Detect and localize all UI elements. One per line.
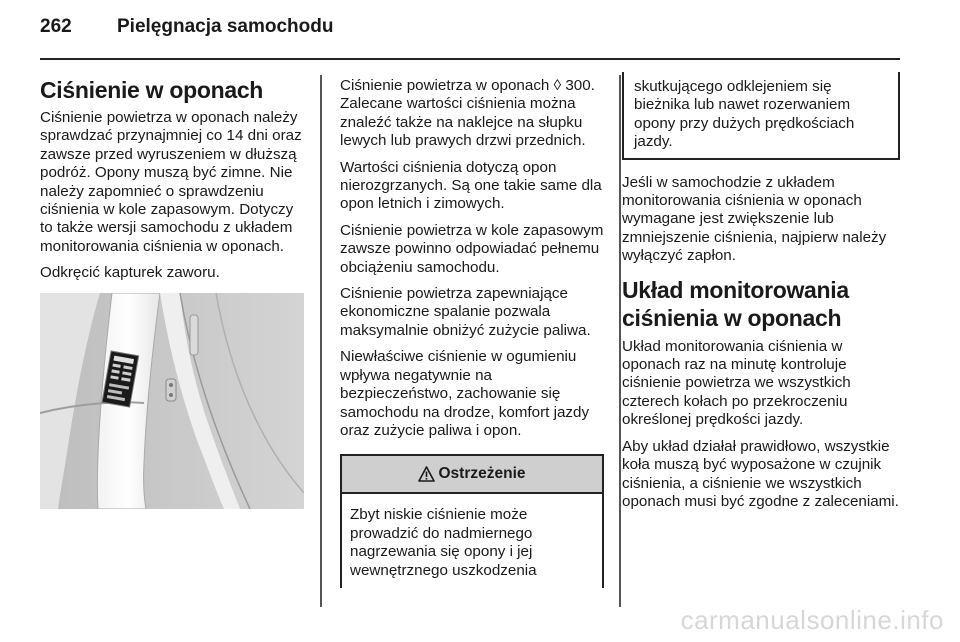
paragraph: Wartości ciśnienia dotyczą opon nierozgrzanych. Są one takie same dla opon letnich i zimowych.	[340, 158, 602, 213]
warning-triangle-icon	[418, 466, 435, 482]
warning-box	[340, 454, 604, 588]
paragraph: Ciśnienie powietrza w oponach ◊ 300. Zalecane wartości ciśnienia można znaleźć także na naklejce na słupku lewych lub prawych drzwi przednich.	[340, 77, 595, 150]
paragraph: Ciśnienie powietrza w oponach należy sprawdzać przynajmniej co 14 dni oraz zawsze przed wyruszeniem w dłuższą podróż. Opony muszą być zimne. Nie należy zapomnieć o sprawdzeniu ciśnienia w kole zapasowym. Dotyczy to także wersji samochodu z układem monitorowania ciśnienia w oponach.	[40, 109, 302, 255]
column-2	[340, 77, 604, 588]
door-pillar-illustration	[40, 293, 304, 509]
column-1	[40, 77, 304, 509]
column-divider-2	[619, 75, 621, 607]
section-heading-tyre-pressure: Ciśnienie w oponach	[40, 77, 264, 103]
warning-title: Ostrzeżenie	[438, 465, 526, 483]
tyre-pressure-label-illustration	[40, 293, 304, 509]
column-3	[622, 77, 900, 519]
column-divider-1	[320, 75, 322, 607]
paragraph: Jeśli w samochodzie z układem monitorowania ciśnienia w oponach wymagane jest zwiększenie lub zmniejszenie ciśnienia, najpierw należy wyłączyć zapłon.	[622, 173, 887, 265]
paragraph: Aby układ działał prawidłowo, wszystkie koła muszą być wyposażone w czujnik ciśnienia, a ciśnienie we wszystkich oponach musi być zgodne z zaleceniami.	[622, 437, 899, 510]
warning-header	[342, 456, 602, 494]
warning-body: Zbyt niskie ciśnienie może prowadzić do nadmiernego nagrzewania się opony i jej wewnętrznego uszkodzenia	[350, 506, 537, 579]
paragraph: Ciśnienie powietrza zapewniające ekonomiczne spalanie pozwala maksymalnie obniżyć zużycie paliwa.	[340, 285, 591, 339]
paragraph: Odkręcić kapturek zaworu.	[40, 264, 220, 282]
page-title: Pielęgnacja samochodu	[117, 16, 334, 37]
paragraph: Układ monitorowania ciśnienia w oponach raz na minutę kontroluje ciśnienie powietrza we wszystkich czterech kołach po przekroczeniu określonej prędkości jazdy.	[622, 337, 851, 429]
header-rule	[40, 58, 900, 60]
page-number: 262	[40, 16, 72, 37]
paragraph: Ciśnienie powietrza w kole zapasowym zawsze powinno odpowiadać pełnemu obciążeniu samochodu.	[340, 221, 604, 276]
warning-box-continuation: skutkującego odklejeniem się bieżnika lub nawet rozerwaniem opony przy dużych prędkościach jazdy.	[622, 72, 900, 160]
section-heading-tpms: Układ monitorowania ciśnienia w oponach	[622, 276, 849, 331]
paragraph: Niewłaściwe ciśnienie w ogumieniu wpływa negatywnie na bezpieczeństwo, zachowanie się samochodu na drodze, komfort jazdy oraz zużycie paliwa i opon.	[340, 348, 590, 439]
watermark: carmanualsonline.info	[680, 605, 944, 635]
